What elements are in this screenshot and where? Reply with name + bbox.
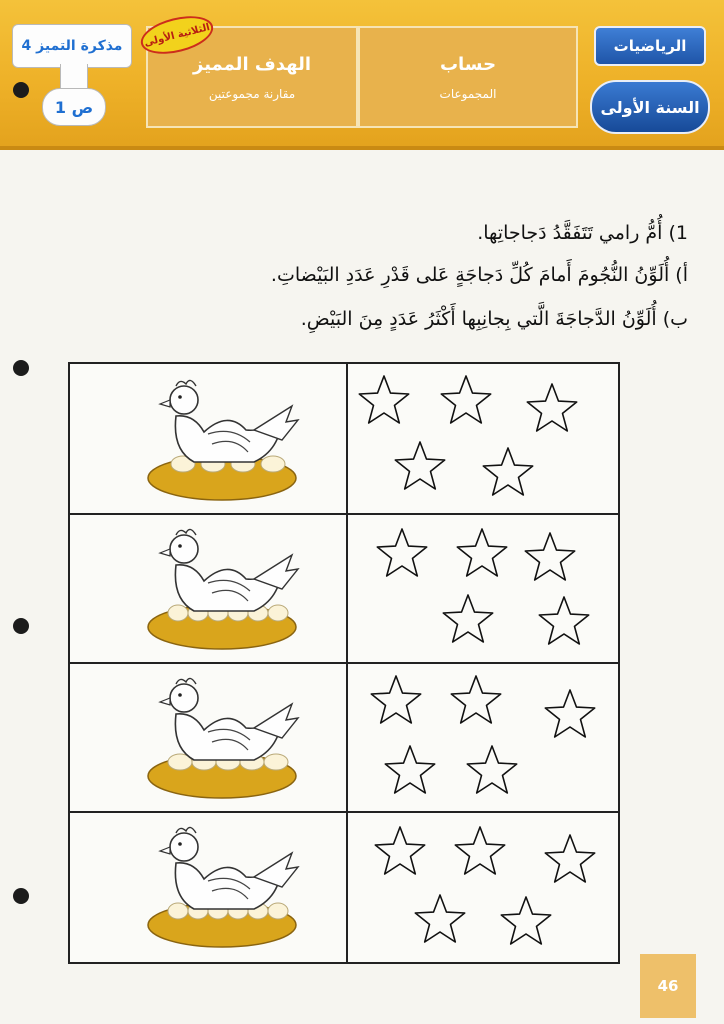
binder-hole [13,888,29,904]
hen-row [70,364,618,515]
hen-eye [178,395,182,399]
task-a: أ) أُلَوِّنُ النُّجُومَ أَمامَ كُلِّ دَجاجَةٍ عَلى قَدْرِ عَدَدِ البَيْضاتِ. [270,264,688,286]
hen-eye [178,544,182,548]
star-outline [375,827,424,874]
star-outline [443,595,492,642]
topic-title: حساب [439,53,497,75]
page-ref-tag: ص 1 [42,88,106,126]
star-outline [527,384,576,431]
star-outline [545,835,594,882]
stars-area [350,513,618,661]
hen-eye [178,693,182,697]
binder-hole [13,360,29,376]
star-outline [501,897,550,944]
hen-head [170,386,198,414]
hen-beak [160,698,170,705]
task-b: ب) أُلَوِّنُ الدَّجاجَةَ الَّتي بِجانِبِها أَكْثَرُ عَدَدٍ مِنَ البَيْضِ. [300,308,688,330]
star-outline [467,746,516,793]
page-number: 46 [640,954,696,1018]
subject-pill: الرياضيات [594,26,706,66]
hen-beak [160,400,170,407]
hen-row [70,811,618,960]
stars-area [350,364,618,512]
hen-comb [176,678,196,684]
hen-comb [176,529,196,535]
topic-subtitle: المجموعات [439,86,497,101]
hen-beak [160,847,170,854]
star-outline [455,827,504,874]
hen-on-nest-illustration [142,668,302,804]
hen-row [70,513,618,664]
hen-beak [160,549,170,556]
goal-title: الهدف المميز [193,53,311,75]
year-pill: السنة الأولى [590,80,710,134]
egg [268,605,288,621]
star-outline [385,746,434,793]
hen-head [170,535,198,563]
star-outline [451,676,500,723]
memo-tag: مذكرة التميز 4 [12,24,132,68]
hen-row [70,662,618,813]
star-outline [457,529,506,576]
egg [268,903,288,919]
hen-eye [178,842,182,846]
binder-hole [13,82,29,98]
star-outline [371,676,420,723]
star-outline [359,376,408,423]
star-outline [441,376,490,423]
hen-on-nest-illustration [142,519,302,655]
stars-area [350,662,618,810]
egg [264,754,288,770]
star-outline [395,442,444,489]
stars-area [350,811,618,959]
egg [168,605,188,621]
header-underline [0,146,724,150]
star-outline [539,597,588,644]
hen-on-nest-illustration [142,370,302,506]
hen-comb [176,380,196,386]
hen-comb [176,827,196,833]
hen-head [170,833,198,861]
topic-box [358,26,578,128]
star-outline [415,895,464,942]
exercise-grid [68,362,620,964]
hen-head [170,684,198,712]
egg [168,903,188,919]
exercise-intro: 1) أُمُّ رامي تَتَفَقَّدُ دَجاجاتِها. [477,222,688,244]
star-outline [377,529,426,576]
star-outline [545,690,594,737]
term-badge: الثلاثية الأولى [137,10,217,61]
egg [261,456,285,472]
hen-on-nest-illustration [142,817,302,953]
star-outline [525,533,574,580]
binder-hole [13,618,29,634]
goal-subtitle: مقارنة مجموعتين [208,86,296,101]
star-outline [483,448,532,495]
